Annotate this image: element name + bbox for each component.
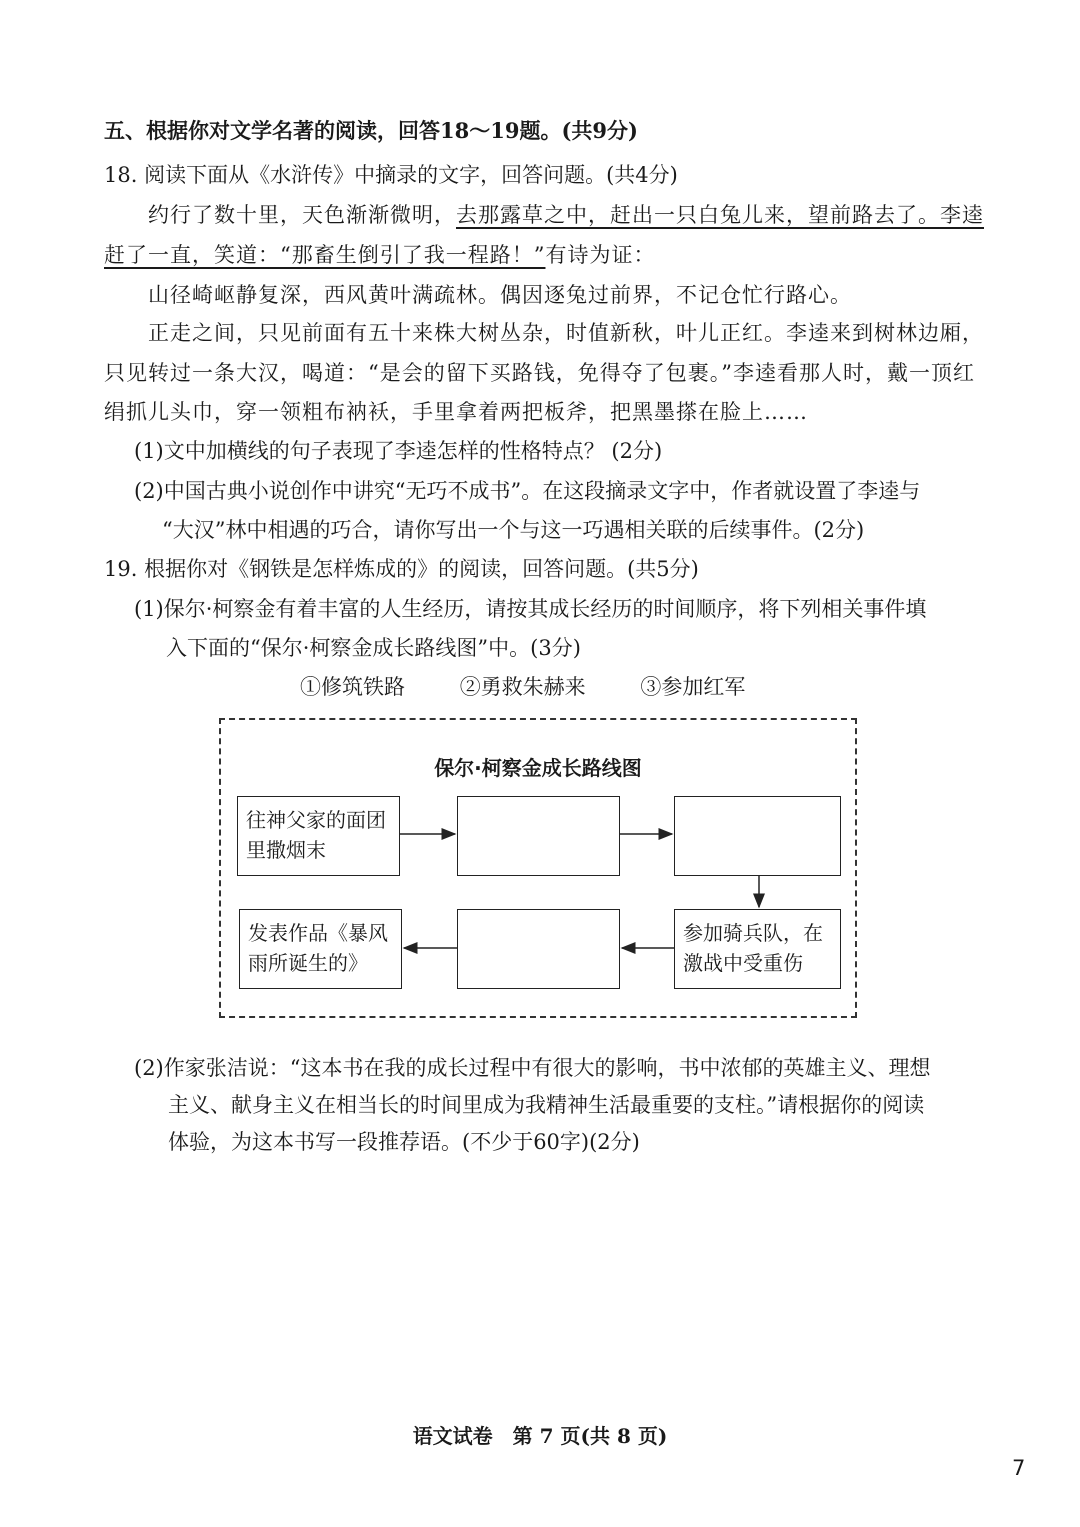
q18-passage-text: 约行了数十里，天色渐渐微明， bbox=[148, 203, 456, 227]
q19-stem: 19. 根据你对《钢铁是怎样炼成的》的阅读，回答问题。(共5分) bbox=[104, 557, 699, 581]
q18-stem: 18. 阅读下面从《水浒传》中摘录的文字，回答问题。(共4分) bbox=[104, 163, 678, 187]
box-6-line-1: 发表作品《暴风 bbox=[248, 921, 388, 945]
q19-sub1-line1: (1)保尔·柯察金有着丰富的人生经历，请按其成长经历的时间顺序，将下列相关事件填 bbox=[134, 597, 927, 621]
q18-passage-line3: 正走之间，只见前面有五十来株大树丛杂，时值新秋，叶儿正红。李逵来到树林边厢， bbox=[148, 321, 984, 345]
section5-heading: 五、根据你对文学名著的阅读，回答18～19题。(共9分) bbox=[104, 118, 638, 143]
box-4-line-2: 激战中受重伤 bbox=[683, 951, 803, 975]
q19-sub2-line2: 主义、献身主义在相当长的时间里成为我精神生活最重要的支柱。”请根据你的阅读 bbox=[168, 1093, 925, 1117]
option-1: ①修筑铁路 bbox=[300, 675, 405, 699]
page-number: 7 bbox=[1012, 1456, 1026, 1480]
page-footer: 语文试卷 第 7 页(共 8 页) bbox=[412, 1424, 668, 1448]
box-1-line-1: 往神父家的面团 bbox=[246, 808, 386, 832]
q19-sub1-line2: 入下面的“保尔·柯察金成长路线图”中。(3分) bbox=[166, 636, 581, 660]
q18-passage-line4: 只见转过一条大汉，喝道：“是会的留下买路钱，免得夺了包裹。”李逵看那人时，戴一顶红 bbox=[104, 361, 975, 385]
diagram-title: 保尔·柯察金成长路线图 bbox=[434, 756, 642, 780]
box-6-line-2: 雨所诞生的》 bbox=[248, 951, 368, 975]
q18-underlined-text: 去那露草之中，赶出一只白兔儿来，望前路去了。李逵 bbox=[456, 203, 984, 227]
box-1-line-2: 里撒烟末 bbox=[246, 838, 326, 862]
roadmap-box-6 bbox=[239, 909, 402, 989]
q18-passage-line1 bbox=[148, 200, 984, 230]
q18-passage-line2 bbox=[104, 240, 655, 270]
q18-underlined-text: 赶了一直，笑道：“那畜生倒引了我一程路！” bbox=[104, 243, 546, 267]
option-2: ②勇救朱赫来 bbox=[459, 675, 586, 699]
q18-sub2-line2: “大汉”林中相遇的巧合，请你写出一个与这一巧遇相关联的后续事件。(2分) bbox=[162, 518, 865, 542]
q18-passage-text: 有诗为证： bbox=[545, 243, 656, 267]
event-options bbox=[300, 672, 793, 702]
q19-sub2-line1: (2)作家张洁说：“这本书在我的成长过程中有很大的影响，书中浓郁的英雄主义、理想 bbox=[134, 1056, 931, 1080]
q18-passage-line5: 绢抓儿头巾，穿一领粗布衲袄，手里拿着两把板斧，把黑墨搽在脸上…… bbox=[104, 400, 808, 424]
roadmap-box-4 bbox=[674, 909, 841, 989]
roadmap-box-3-blank[interactable] bbox=[674, 796, 841, 876]
growth-roadmap-diagram bbox=[219, 718, 857, 1018]
q18-sub1: (1)文中加横线的句子表现了李逵怎样的性格特点？ (2分) bbox=[134, 439, 663, 463]
q18-sub2-line1: (2)中国古典小说创作中讲究“无巧不成书”。在这段摘录文字中，作者就设置了李逵与 bbox=[134, 479, 921, 503]
roadmap-box-5-blank[interactable] bbox=[457, 909, 620, 989]
q18-poem: 山径崎岖静复深，西风黄叶满疏林。偶因逐兔过前界，不记仓忙行路心。 bbox=[148, 283, 852, 307]
roadmap-box-1 bbox=[237, 796, 400, 876]
box-4-line-1: 参加骑兵队，在 bbox=[683, 921, 823, 945]
roadmap-box-2-blank[interactable] bbox=[457, 796, 620, 876]
option-3: ③参加红军 bbox=[640, 675, 746, 699]
q19-sub2-line3: 体验，为这本书写一段推荐语。(不少于60字)(2分) bbox=[168, 1130, 640, 1154]
